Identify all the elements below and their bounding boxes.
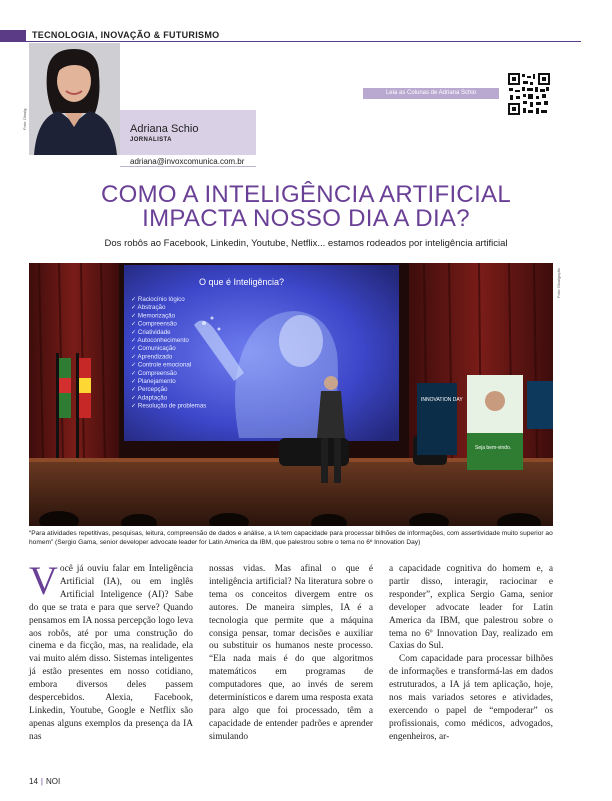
article-headline xyxy=(40,183,572,231)
article-column-1 xyxy=(29,558,193,744)
column-3-paragraph-2: Com capacidade para processar bilhões de informações e transformá-las em dados estruturados, a IA já tem aplicação, hoje, nos mais variados setores e atividades, exercendo o papel de “empoderar” os profissionais, como médicos, advogados, engenheiros, ar- xyxy=(389,654,553,742)
slide-list-item: ✓ Aprendizado xyxy=(131,353,173,361)
slide-list-item: ✓ Memorização xyxy=(131,312,176,320)
headline-line-2: IMPACTA NOSSO DIA A DIA? xyxy=(142,205,470,232)
email-underline xyxy=(120,166,256,167)
slide-list-item: ✓ Planejamento xyxy=(131,378,176,385)
magazine-name: NOI xyxy=(45,777,61,786)
slide-list-item: ✓ Criatividade xyxy=(131,328,171,336)
column-1-text: ocê já ouviu falar em Inteligência Artificial (IA), ou em inglês Artificial Inteligence (AI)? Sabe do que se trata e para que serve? Quando pensamos em IA nossa percepção logo leva aos robôs, até por uma construção do cinema e da ficção, mas, na realidade, ela vai muito além disso. Sistemas inteligentes já estão presentes em nosso cotidiano, embora diversos deles passem despercebidos. Alexia, Facebook, Linkedin, Youtube, Google e Netflix são apenas alguns exemplos da presença da IA nas xyxy=(29,564,193,742)
column-3-paragraph-1: a capacidade cognitiva do homem e, a partir disso, interagir, raciocinar e responder”, explica Sergio Gama, senior developer advocate leader for Latin America da IBM, que palestrou sobre o tema no 6º Innovation Day, realizado em Caxias do Sul. xyxy=(389,564,553,652)
footer-separator: | xyxy=(40,777,43,786)
slide-list-item: ✓ Autoconhecimento xyxy=(131,337,189,344)
section-tab xyxy=(0,30,26,42)
slide-list-item: ✓ Compreensão xyxy=(131,369,177,377)
banner-welcome-text: Seja bem-vindo. xyxy=(475,445,512,451)
column-2-text: nossas vidas. Mas afinal o que é inteligência artificial? Na literatura sobre o tema os conceitos divergem entre os autores. De maneira simples, IA é a tecnologia que permite que a máquina consiga pensar, tomar decisões e auxiliar ou substituir os humanos neste processo. “Ela nada mais é do que algoritmos matemáticos em programas de computadores que, ao invés de serem determinísticos e darem uma resposta exata para algo que foi processado, têm a capacidade de entender padrões e aprender simulando xyxy=(209,564,373,742)
slide-list-item: ✓ Resolução de problemas xyxy=(131,402,207,410)
slide-list-item: ✓ Percepção xyxy=(131,386,168,394)
side-screen-text: INNOVATION DAY xyxy=(421,397,463,403)
headline-line-1: COMO A INTELIGÊNCIA ARTIFICIAL xyxy=(101,181,511,208)
page-footer xyxy=(29,777,60,786)
author-name: Adriana Schio xyxy=(130,123,199,135)
article-body xyxy=(29,558,553,763)
article-column-3 xyxy=(389,563,553,744)
main-photo xyxy=(29,263,553,526)
slide-list-item: ✓ Adaptação xyxy=(131,394,168,402)
page-number: 14 xyxy=(29,777,38,786)
slide-list-item: ✓ Controle emocional xyxy=(131,361,192,369)
author-email[interactable]: adriana@invoxcomunica.com.br xyxy=(130,157,245,166)
article-subheadline: Dos robôs ao Facebook, Linkedin, Youtube, Netflix... estamos rodeados por inteligência artificial xyxy=(104,238,508,249)
section-label: TECNOLOGIA, INOVAÇÃO & FUTURISMO xyxy=(32,30,220,40)
main-photo-credit: Foto: Divulgação xyxy=(556,267,561,298)
slide-title: O que é Inteligência? xyxy=(199,277,285,287)
slide-list-item: ✓ Comunicação xyxy=(131,345,176,353)
slide-list-item: ✓ Raciocínio lógico xyxy=(131,296,185,303)
slide-list-item: ✓ Abstração xyxy=(131,304,166,312)
author-columns-link[interactable]: Leia as Colunas de Adriana Schio xyxy=(363,88,499,99)
photo-caption: “Para atividades repetitivas, pesquisas, leitura, compreensão de dados e análise, a IA tem capacidade para processar bilhões de informações, com assertividade muito superior ao homem” (Sergio Gama, senior developer advocate leader for Latin America da IBM, que palestrou sobre o tema no 6º Innovation Day) xyxy=(29,530,553,546)
author-role: JORNALISTA xyxy=(130,137,172,143)
author-photo-credit: Foto: Divulg. xyxy=(22,107,27,130)
drop-cap: V xyxy=(29,558,58,603)
article-column-2 xyxy=(209,563,373,744)
section-divider xyxy=(26,41,581,42)
slide-list-item: ✓ Compreensão xyxy=(131,320,177,328)
author-photo xyxy=(29,43,120,155)
qr-code-icon[interactable] xyxy=(507,72,551,116)
